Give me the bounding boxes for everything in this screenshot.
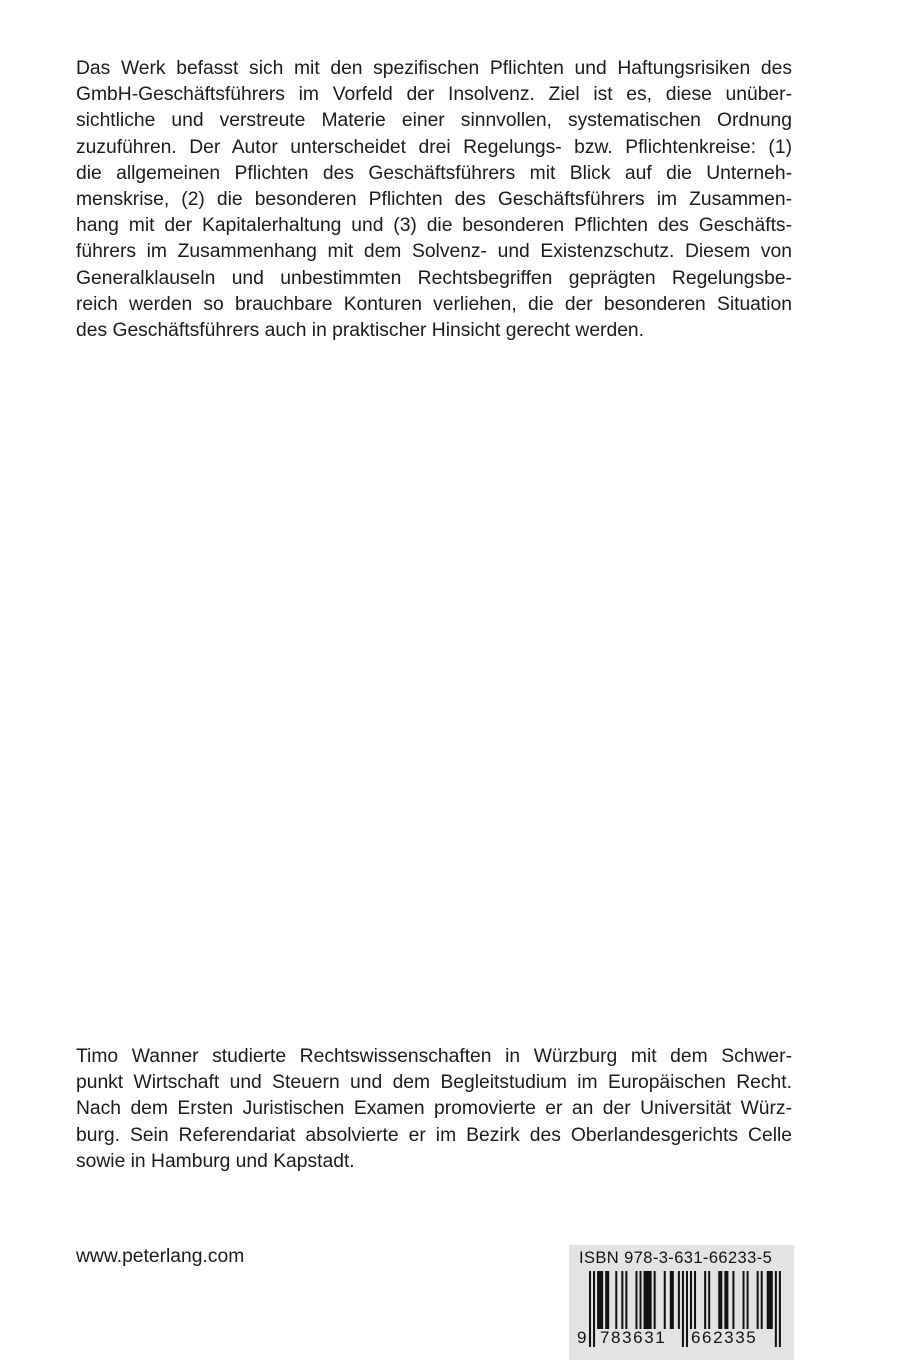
barcode-guard-bar <box>682 1271 684 1347</box>
barcode-guard-bar <box>593 1271 595 1347</box>
barcode-right-digits: 662335 <box>691 1328 758 1347</box>
barcode-bar <box>670 1271 674 1329</box>
barcode-bar <box>615 1271 617 1329</box>
barcode-guard-bar <box>779 1271 781 1347</box>
description-line: zuzuführen. Der Autor unterscheidet drei Regelungs- bzw. Pflichtenkreise: (1) <box>76 136 792 158</box>
barcode-left-digits: 783631 <box>600 1328 667 1347</box>
barcode-lead-digit: 9 <box>577 1328 589 1347</box>
barcode-bar <box>690 1271 692 1329</box>
description-line: menskrise, (2) die besonderen Pflichten des Geschäftsführers im Zusammen- <box>76 188 792 210</box>
book-description <box>76 56 792 344</box>
author-bio-line: Nach dem Ersten Juristischen Examen promovierte er an der Universität Würz- <box>76 1098 792 1120</box>
barcode-bar <box>732 1271 734 1329</box>
barcode-bar <box>757 1271 759 1329</box>
author-bio-line: Timo Wanner studierte Rechtswissenschaften in Würzburg mit dem Schwer- <box>76 1046 792 1067</box>
barcode-bar <box>625 1271 627 1329</box>
author-bio-line: burg. Sein Referendariat absolvierte er im Bezirk des Oberlandesgerichts Celle <box>76 1124 792 1146</box>
description-line: reich werden so brauchbare Konturen verliehen, die der besonderen Situation <box>76 293 792 315</box>
publisher-website[interactable]: www.peterlang.com <box>76 1246 245 1267</box>
barcode-bar <box>654 1271 656 1329</box>
barcode-bar <box>635 1271 637 1329</box>
barcode-bar <box>761 1271 763 1329</box>
barcode-bar <box>747 1271 749 1329</box>
description-line: die allgemeinen Pflichten des Geschäftsführers mit Blick auf die Unterneh- <box>76 162 792 184</box>
isbn-barcode <box>569 1245 794 1360</box>
isbn-label: ISBN 978-3-631-66233-5 <box>579 1249 773 1267</box>
barcode-bar <box>597 1271 603 1329</box>
barcode-bar <box>743 1271 745 1329</box>
description-line: GmbH-Geschäftsführers im Vorfeld der Insolvenz. Ziel ist es, diese unüber- <box>76 84 792 106</box>
barcode-bar <box>704 1271 706 1329</box>
barcode-guard-bar <box>589 1271 591 1347</box>
barcode-guard-bar <box>775 1271 777 1347</box>
barcode-bar <box>664 1271 666 1329</box>
barcode-bar <box>621 1271 623 1329</box>
description-line: Generalklauseln und unbestimmten Rechtsbegriffen geprägten Regelungsbe- <box>76 267 792 289</box>
barcode-guard-bar <box>686 1271 688 1347</box>
barcode-bar <box>718 1271 722 1329</box>
barcode-bar <box>678 1271 680 1329</box>
author-bio <box>76 1044 792 1175</box>
author-bio-line: punkt Wirtschaft und Steuern und dem Begleitstudium im Europäischen Recht. <box>76 1072 792 1094</box>
barcode-bar <box>644 1271 652 1329</box>
barcode-bar <box>724 1271 728 1329</box>
barcode-bar <box>605 1271 609 1329</box>
barcode-bar <box>708 1271 710 1329</box>
description-line: führers im Zusammenhang mit dem Solvenz- und Existenzschutz. Diesem von <box>76 241 792 263</box>
description-line: sichtliche und verstreute Materie einer sinnvollen, systematischen Ordnung <box>76 110 792 132</box>
description-line: hang mit der Kapitalerhaltung und (3) die besonderen Pflichten des Geschäfts- <box>76 215 792 237</box>
description-line: des Geschäftsführers auch in praktischer Hinsicht gerecht werden. <box>76 319 644 341</box>
author-bio-line: sowie in Hamburg und Kapstadt. <box>76 1150 355 1172</box>
barcode-bar <box>694 1271 696 1329</box>
barcode-bar <box>767 1271 773 1329</box>
barcode-bar <box>640 1271 642 1329</box>
description-line: Das Werk befasst sich mit den spezifischen Pflichten und Haftungsrisiken des <box>76 58 792 79</box>
